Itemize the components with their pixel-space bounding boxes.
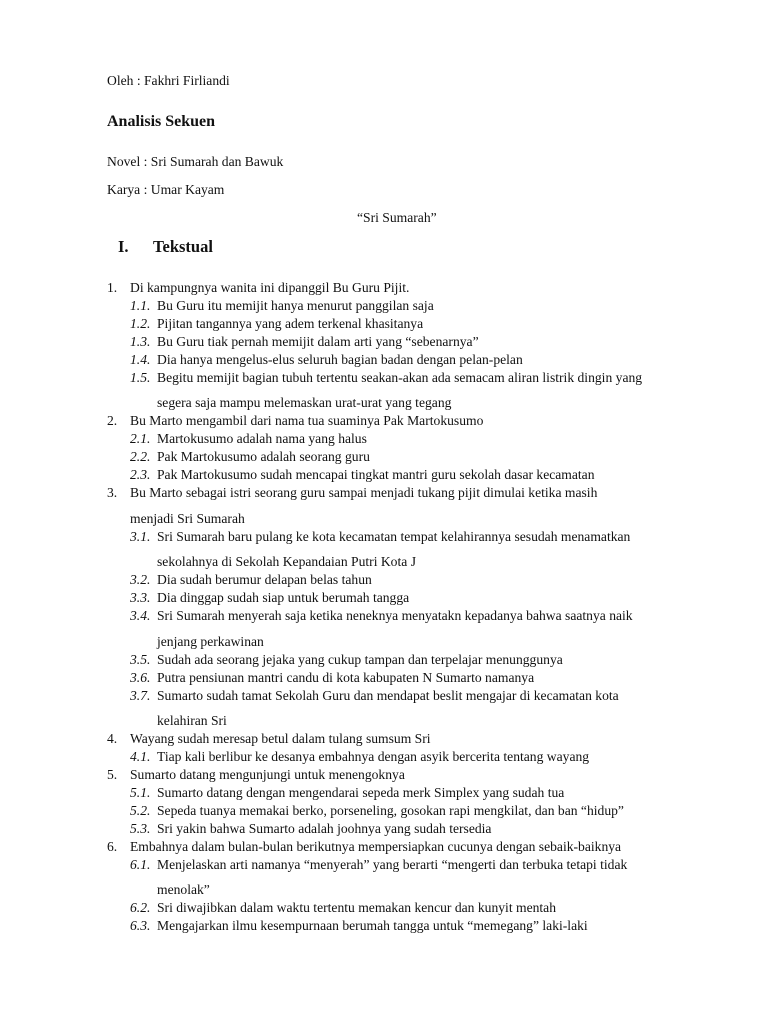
sub-item-text: Sepeda tuanya memakai berko, porseneling, gosokan rapi mengkilat, dan ban “hidup” [157, 802, 624, 818]
sub-item-text: Dia dinggap sudah siap untuk berumah tangga [157, 590, 410, 606]
sub-item-number: 5.3. [130, 820, 151, 836]
section-number: I. [118, 237, 129, 256]
sub-item-text: Mengajarkan ilmu kesempurnaan berumah tangga untuk “memegang” laki-laki [157, 918, 588, 934]
sub-item-text: Bu Guru itu memijit hanya menurut panggilan saja [157, 297, 434, 313]
karya-line: Karya : Umar Kayam [107, 182, 225, 197]
document-title: Analisis Sekuen [107, 113, 216, 130]
sub-item-text: Dia sudah berumur delapan belas tahun [157, 572, 372, 588]
sub-item-text: Sri diwajibkan dalam waktu tertentu memakan kencur dan kunyit mentah [157, 900, 557, 916]
sub-item-number: 2.2. [130, 449, 151, 464]
sub-item-text: Menjelaskan arti namanya “menyerah” yang berarti “mengerti dan terbuka tetapi tidak [157, 856, 628, 872]
sub-item-text: Putra pensiunan mantri candu di kota kabupaten N Sumarto namanya [157, 669, 535, 685]
sub-item-text: Martokusumo adalah nama yang halus [157, 431, 367, 447]
list-item-number: 2. [107, 413, 118, 429]
sub-item-number: 1.3. [130, 333, 151, 349]
sub-item-number: 2.1. [130, 431, 151, 447]
list-item-text: Di kampungnya wanita ini dipanggil Bu Guru Pijit. [130, 280, 410, 295]
sub-item-number: 5.1. [130, 784, 151, 800]
sub-item-text: segera saja mampu melemaskan urat-urat yang tegang [157, 395, 452, 411]
list-item-number: 6. [107, 838, 118, 854]
sub-item-text: Sri Sumarah baru pulang ke kota kecamatan tempat kelahirannya sesudah menamatkan [157, 528, 631, 544]
sub-item-number: 6.3. [130, 918, 151, 934]
sub-item-number: 3.6. [130, 669, 151, 685]
sub-item-number: 6.2. [130, 900, 151, 916]
sub-item-number: 1.5. [130, 369, 151, 385]
sub-item-number: 4.1. [130, 749, 151, 765]
sub-item-text: jenjang perkawinan [157, 633, 264, 649]
sub-item-text: Sumarto datang dengan mengendarai sepeda merk Simplex yang sudah tua [157, 784, 565, 800]
list-item-number: 5. [107, 767, 118, 782]
sub-item-number: 3.4. [130, 608, 151, 623]
sub-item-number: 1.2. [130, 315, 151, 331]
sub-item-text: Sudah ada seorang jejaka yang cukup tampan dan terpelajar menunggunya [157, 651, 563, 667]
sub-item-number: 3.5. [130, 651, 151, 667]
sub-item-number: 5.2. [130, 802, 151, 818]
story-title: “Sri Sumarah” [357, 210, 437, 225]
novel-line: Novel : Sri Sumarah dan Bawuk [107, 154, 284, 169]
list-item-text: Bu Marto sebagai istri seorang guru sampai menjadi tukang pijit dimulai ketika masih [130, 484, 598, 500]
list-item-number: 1. [107, 280, 118, 295]
sub-item-text: Sri Sumarah menyerah saja ketika neneknya menyatakn kepadanya bahwa saatnya naik [157, 608, 633, 623]
sub-item-text: Pak Martokusumo adalah seorang guru [157, 449, 370, 464]
sub-item-number: 3.7. [130, 687, 151, 703]
sub-item-text: kelahiran Sri [157, 713, 227, 729]
sub-item-text: Begitu memijit bagian tubuh tertentu seakan-akan ada semacam aliran listrik dingin yang [157, 369, 643, 385]
sub-item-text: Pijitan tangannya yang adem terkenal khasitanya [157, 315, 424, 331]
sub-item-number: 3.3. [130, 590, 151, 606]
sub-item-text: Dia hanya mengelus-elus seluruh bagian badan dengan pelan-pelan [157, 351, 523, 367]
list-item-text: Embahnya dalam bulan-bulan berikutnya mempersiapkan cucunya dengan sebaik-baiknya [130, 838, 622, 854]
sub-item-text: Bu Guru tiak pernah memijit dalam arti yang “sebenarnya” [157, 333, 479, 349]
list-item-text: menjadi Sri Sumarah [130, 510, 245, 526]
list-item-number: 3. [107, 484, 118, 500]
section-title: Tekstual [153, 237, 213, 256]
sub-item-number: 3.2. [130, 572, 151, 588]
sub-item-text: menolak” [157, 882, 210, 898]
sub-item-number: 2.3. [130, 466, 151, 482]
sub-item-text: Pak Martokusumo sudah mencapai tingkat mantri guru sekolah dasar kecamatan [157, 466, 595, 482]
sub-item-number: 1.1. [130, 297, 151, 313]
sub-item-text: sekolahnya di Sekolah Kepandaian Putri Kota J [157, 554, 416, 570]
list-item-text: Bu Marto mengambil dari nama tua suaminya Pak Martokusumo [130, 413, 484, 429]
sub-item-text: Sumarto sudah tamat Sekolah Guru dan mendapat beslit mengajar di kecamatan kota [157, 687, 619, 703]
sub-item-text: Sri yakin bahwa Sumarto adalah joohnya yang sudah tersedia [157, 820, 492, 836]
sub-item-text: Tiap kali berlibur ke desanya embahnya dengan asyik bercerita tentang wayang [157, 749, 590, 765]
author-line: Oleh : Fakhri Firliandi [107, 73, 230, 88]
sub-item-number: 6.1. [130, 856, 151, 872]
sub-item-number: 3.1. [130, 528, 151, 544]
list-item-number: 4. [107, 731, 118, 747]
sub-item-number: 1.4. [130, 351, 151, 367]
list-item-text: Sumarto datang mengunjungi untuk menengoknya [130, 767, 405, 782]
list-item-text: Wayang sudah meresap betul dalam tulang sumsum Sri [130, 731, 431, 747]
